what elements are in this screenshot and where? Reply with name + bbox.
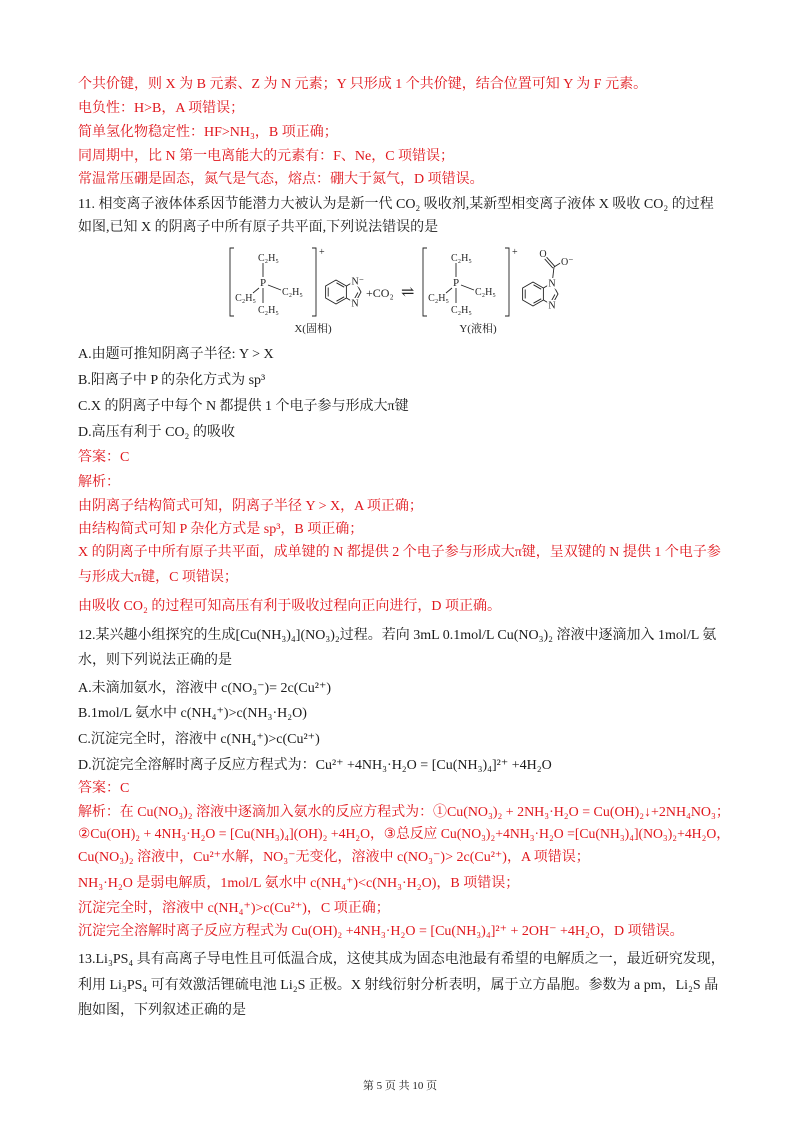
q12-stem-line: 水，则下列说法正确的是 [78, 653, 232, 668]
q11-option-b: B.阳离子中 P 的杂化方式为 sp³ [78, 373, 266, 388]
q12-option-d: D.沉淀完全溶解时离子反应方程式为：Cu²⁺ +4NH₃·H₂O = [Cu(NH₃)₄]²⁺ +4H₂O [78, 758, 552, 773]
q12-analysis-line: Cu(NO₃)₂ 溶液中，Cu²⁺水解，NO₃⁻无变化，溶液中 c(NO₃⁻)> 2c(Cu²⁺)，A 项错误； [78, 850, 590, 865]
q11-option-a: A.由题可推知阴离子半径: Y > X [78, 347, 274, 362]
q11-option-d: D.高压有利于 CO₂ 的吸收 [78, 425, 235, 440]
nitrogen-label: N [548, 278, 556, 290]
nitrogen-label: N [548, 300, 556, 312]
q11-analysis-line: 与形成大π键，C 项错误； [78, 570, 238, 585]
q12-analysis-line: NH₃·H₂O 是弱电解质，1mol/L 氨水中 c(NH₄⁺)<c(NH₃·H₂O)，B 项错误； [78, 876, 520, 891]
bracket-right [312, 248, 316, 316]
oxygen-anion-label: O⁻ [561, 257, 574, 268]
reaction-figure [220, 240, 580, 340]
ethyl-label: C₂H₅ [428, 293, 449, 304]
nitrogen-label: N [351, 298, 359, 310]
double-bond-line [337, 283, 345, 287]
q10-analysis-line: 简单氢化物稳定性：HF>NH₃，B 项正确； [78, 125, 338, 140]
q10-analysis-line: 电负性：H>B，A 项错误； [78, 101, 245, 116]
oxygen-label: O [539, 249, 547, 260]
phosphonium-cation-y [423, 247, 518, 316]
q11-option-c: C.X 的阴离子中每个 N 都提供 1 个电子参与形成大π键 [78, 399, 409, 414]
ethyl-label: C₂H₅ [451, 305, 472, 316]
q13-stem-line: 胞如图，下列叙述正确的是 [78, 1003, 246, 1018]
q10-analysis-line: 同周期中，比 N 第一电离能大的元素有：F、Ne，C 项错误； [78, 149, 455, 164]
q10-analysis-line: 常温常压硼是固态，氮气是气态，熔点：硼大于氮气，D 项错误。 [78, 172, 484, 187]
q11-analysis-line: 由结构简式可知 P 杂化方式是 sp³，B 项正确； [78, 522, 364, 537]
q12-analysis-line: 沉淀完全时，溶液中 c(NH₄⁺)>c(Cu²⁺)，C 项正确； [78, 901, 390, 916]
q12-analysis-line: 沉淀完全溶解时离子反应方程式为 Cu(OH)₂ +4NH₃·H₂O = [Cu(NH₃)₄]²⁺ + 2OH⁻ +4H₂O，D 项错误。 [78, 924, 684, 939]
phosphorus-label: P [259, 277, 267, 289]
cation-charge: + [319, 247, 325, 258]
phosphonium-cation-x [230, 247, 325, 316]
q12-option-c: C.沉淀完全时，溶液中 c(NH₄⁺)>c(Cu²⁺) [78, 732, 320, 747]
ethyl-label: C₂H₅ [282, 287, 303, 298]
q11-stem-line: 11. 相变离子液体体系因节能潜力大被认为是新一代 CO₂ 吸收剂,某新型相变离子液体 X 吸收 CO₂ 的过程 [78, 197, 714, 212]
ethyl-label: C₂H₅ [258, 253, 279, 264]
ethyl-label: C₂H₅ [451, 253, 472, 264]
double-bond-line [534, 299, 542, 303]
q11-analysis-line: 由阴离子结构简式可知，阴离子半径 Y > X，A 项正确； [78, 499, 423, 514]
double-bond-line [534, 285, 542, 289]
double-bond-line [337, 297, 345, 301]
bracket-left [230, 248, 234, 316]
q10-analysis-line: 个共价键，则 X 为 B 元素、Z 为 N 元素；Y 只形成 1 个共价键，结合位置可知 Y 为 F 元素。 [78, 77, 648, 92]
q11-analysis-line: X 的阴离子中所有原子共平面，成单键的 N 都提供 2 个电子参与形成大π键，呈双键的 N 提供 1 个电子参 [78, 545, 721, 560]
q11-analysis-label: 解析： [78, 475, 120, 490]
q13-stem-line: 利用 Li₃PS₄ 可有效激活锂硫电池 Li₂S 正极。X 射线衍射分析表明，属于立方晶胞。参数为 a pm，Li₂S 晶 [78, 978, 719, 993]
benzimidazole-carboxylate-anion [523, 249, 574, 312]
bond-line [461, 285, 474, 290]
benzene-ring [326, 280, 347, 304]
cation-charge: + [512, 247, 518, 258]
q12-analysis-line: ②Cu(OH)₂ + 4NH₃·H₂O = [Cu(NH₃)₄](OH)₂ +4H₂O，③总反应 Cu(NO₃)₂+4NH₃·H₂O =[Cu(NH₃)₄](NO₃)₂+4H₂O， [78, 827, 731, 842]
q11-analysis-line: 由吸收 CO₂ 的过程可知高压有利于吸收过程向正向进行，D 项正确。 [78, 599, 501, 614]
bond-line [268, 285, 281, 290]
figure-label-x: X(固相) [294, 323, 332, 335]
figure-label-y: Y(液相) [459, 323, 497, 335]
q12-stem-line: 12.某兴趣小组探究的生成[Cu(NH₃)₄](NO₃)₂过程。若向 3mL 0.1mol/L Cu(NO₃)₂ 溶液中逐滴加入 1mol/L 氨 [78, 628, 717, 643]
q13-stem-line: 13.Li₃PS₄ 具有高离子导电性且可低温合成，这使其成为固态电池最有希望的电解质之一，最近研究发现， [78, 952, 725, 967]
q11-stem-line: 如图,已知 X 的阴离子中所有原子共平面,下列说法错误的是 [78, 220, 439, 235]
nitrogen-anion-label: N⁻ [351, 276, 364, 288]
q12-option-b: B.1mol/L 氨水中 c(NH₄⁺)>c(NH₃·H₂O) [78, 706, 307, 721]
q11-answer: 答案：C [78, 450, 130, 465]
benzene-ring [523, 282, 544, 306]
bracket-left [423, 248, 427, 316]
bracket-right [505, 248, 509, 316]
ethyl-label: C₂H₅ [235, 293, 256, 304]
q12-analysis-line: 解析：在 Cu(NO₃)₂ 溶液中逐滴加入氨水的反应方程式为：①Cu(NO₃)₂ + 2NH₃·H₂O = Cu(OH)₂↓+2NH₄NO₃； [78, 805, 730, 820]
benzimidazole-anion [326, 277, 364, 310]
q12-option-a: A.未滴加氨水，溶液中 c(NO₃⁻)= 2c(Cu²⁺) [78, 681, 331, 696]
page-number: 第 5 页 共 10 页 [362, 1080, 438, 1092]
ethyl-label: C₂H₅ [475, 287, 496, 298]
ethyl-label: C₂H₅ [258, 305, 279, 316]
q12-answer: 答案：C [78, 781, 130, 796]
phosphorus-label: P [452, 277, 460, 289]
co2-reagent: +CO₂ [366, 286, 394, 300]
equilibrium-arrow-icon: ⇌ [401, 284, 415, 301]
